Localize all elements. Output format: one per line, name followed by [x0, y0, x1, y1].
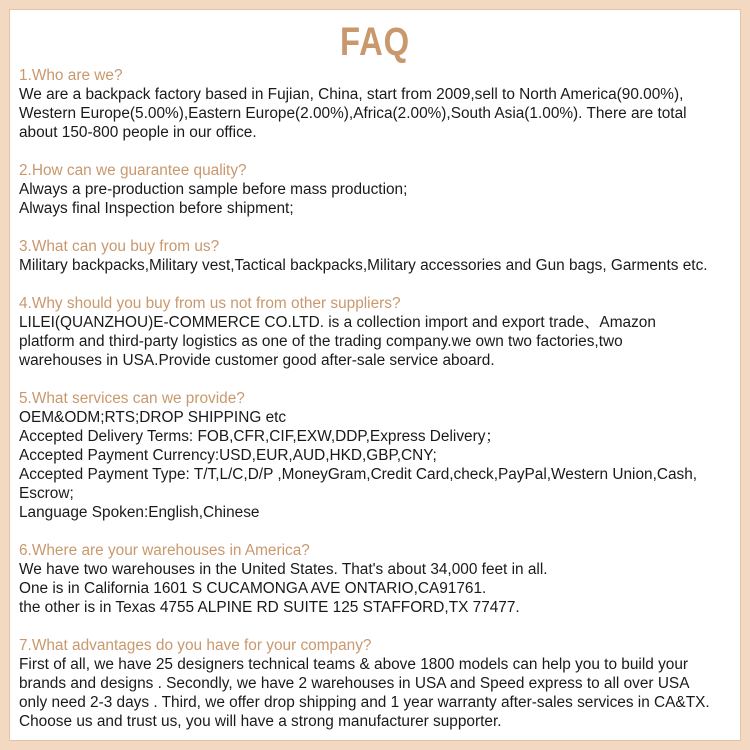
faq-answer-line: the other is in Texas 4755 ALPINE RD SUITE 125 STAFFORD,TX 77477. [19, 599, 520, 616]
faq-answer-line: Always final Inspection before shipment; [19, 200, 294, 217]
faq-item-advantages [19, 636, 739, 731]
faq-answer-line: Always a pre-production sample before mass production; [19, 181, 408, 198]
faq-answer-line: platform and third-party logistics as one of the trading company.we own two factories,two [19, 333, 623, 350]
faq-answer-line: First of all, we have 25 designers technical teams & above 1800 models can help you to build your [19, 656, 689, 673]
faq-answer-line: Western Europe(5.00%),Eastern Europe(2.00%),Africa(2.00%),South Asia(1.00%). There are total [19, 105, 687, 122]
faq-answer-line: We are a backpack factory based in Fujian, China, start from 2009,sell to North America(90.00%), [19, 86, 684, 103]
faq-answer-line: Accepted Payment Currency:USD,EUR,AUD,HKD,GBP,CNY; [19, 447, 437, 464]
faq-answer-line: One is in California 1601 S CUCAMONGA AVE ONTARIO,CA91761. [19, 580, 487, 597]
faq-question: 7.What advantages do you have for your company? [19, 637, 372, 654]
faq-answer-line: Choose us and trust us, you will have a strong manufacturer supporter. [19, 713, 502, 730]
faq-question: 1.Who are we? [19, 67, 123, 84]
faq-question: 4.Why should you buy from us not from other suppliers? [19, 295, 401, 312]
faq-answer-line: Accepted Delivery Terms: FOB,CFR,CIF,EXW,DDP,Express Delivery； [19, 428, 501, 445]
faq-answer-line: Military backpacks,Military vest,Tactical backpacks,Military accessories and Gun bags, Garments etc. [19, 257, 708, 274]
faq-item-services [19, 389, 739, 522]
faq-answer-line: We have two warehouses in the United States. That's about 34,000 feet in all. [19, 561, 548, 578]
faq-answer-line: brands and designs . Secondly, we have 2 warehouses in USA and Speed express to all over USA [19, 675, 690, 692]
faq-item-products [19, 237, 739, 275]
faq-question: 2.How can we guarantee quality? [19, 162, 247, 179]
faq-answer-line: warehouses in USA.Provide customer good after-sale service aboard. [19, 352, 495, 369]
page-title: FAQ [340, 20, 410, 64]
faq-item-quality [19, 161, 739, 218]
faq-answer-line: Language Spoken:English,Chinese [19, 504, 260, 521]
faq-list [19, 66, 739, 750]
faq-question: 6.Where are your warehouses in America? [19, 542, 310, 559]
faq-item-who-are-we [19, 66, 739, 142]
faq-item-warehouses [19, 541, 739, 617]
faq-answer-line: LILEI(QUANZHOU)E-COMMERCE CO.LTD. is a collection import and export trade、Amazon [19, 314, 656, 331]
faq-answer-line: only need 2-3 days . Third, we offer drop shipping and 1 year warranty after-sales services in CA&TX. [19, 694, 710, 711]
faq-answer-line: about 150-800 people in our office. [19, 124, 257, 141]
faq-answer-line: Accepted Payment Type: T/T,L/C,D/P ,MoneyGram,Credit Card,check,PayPal,Western Union,Cash, [19, 466, 698, 483]
faq-question: 3.What can you buy from us? [19, 238, 220, 255]
faq-answer-line: OEM&ODM;RTS;DROP SHIPPING etc [19, 409, 287, 426]
faq-question: 5.What services can we provide? [19, 390, 245, 407]
faq-answer-line: Escrow; [19, 485, 74, 502]
faq-item-why-us [19, 294, 739, 370]
